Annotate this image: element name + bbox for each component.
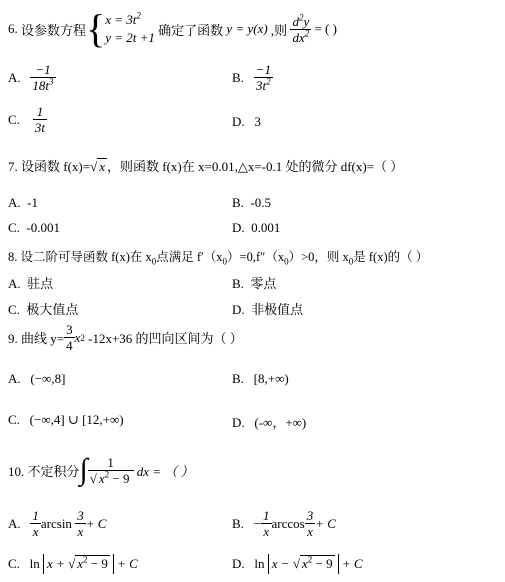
q6-func: y = y(x) <box>226 21 268 36</box>
q6-mid: 确定了函数 <box>158 22 224 38</box>
q10-option-d: D. ln x − √ $x^2 - 9$ + C <box>232 554 363 574</box>
q10-option-b: B. − $\frac{1}{x}$ arccos $\frac{3}{x}$ + C <box>232 508 336 539</box>
q9-option-b: B. [8,+∞) <box>232 371 289 386</box>
q6-option-b: B. $\frac{-1}{3t^2}$ <box>232 62 271 93</box>
q6-option-c: C. $\frac{1}{3t}$ <box>8 104 46 135</box>
q9-stem: 9. 曲线 y= $\frac{3}{4}$ x 2 -12x+36 的凹向区间为（ ） <box>8 322 243 353</box>
q7-stem: 7. 设函数 f(x)=√ x ，则函数 f(x)在 x=0.01,△x=-0.1 处的微分 df(x)=（ ） <box>8 159 404 174</box>
q8-stem: 8. 设二阶可导函数 f(x)在 $x_0$点满足 $f'(x_0)=0,f''(x_0)>0$，则 $x_0$是 f(x)的（ ） <box>8 250 429 267</box>
q6-stem: 6. 设参数方程 { $x = 3t^2$ y = 2t +1 确定了函数 y = y(x) ,则 $\frac{d^2y}{dx^2}$ = ( ) <box>8 6 337 51</box>
q6-stem-text: 设参数方程 <box>21 22 87 38</box>
q6-option-a: A. $\frac{-1}{18t^3}$ <box>8 62 54 93</box>
equation-system: $x = 3t^2$ y = 2t +1 <box>105 10 155 45</box>
q7-option-a: A. -1 <box>8 195 38 210</box>
integral-sign: ∫ <box>79 453 88 486</box>
q7-option-d: D. 0.001 <box>232 220 281 235</box>
q8-option-a: A. 驻点 <box>8 276 54 291</box>
q10-stem: 10. 不定积分 ∫ $\frac{1}{√ x^2 - 9}$ dx = （ ） <box>8 453 194 486</box>
q9-option-d: D. (-∞，+∞) <box>232 415 307 430</box>
q7-option-c: C. -0.001 <box>8 220 61 235</box>
q8-option-c: C. 极大值点 <box>8 302 79 317</box>
q10-option-c: C. ln x + √ $x^2 - 9$ + C <box>8 554 138 574</box>
q6-option-d: D. 3 <box>232 114 261 129</box>
q10-option-a: A. $\frac{1}{x}$ arcsin $\frac{3}{x}$ + C <box>8 508 107 539</box>
q7-option-b: B. -0.5 <box>232 195 272 210</box>
brace: { <box>86 6 106 51</box>
q9-option-a: A. (−∞,8] <box>8 371 66 386</box>
q9-option-c: C. (−∞,4] ∪ [12,+∞) <box>8 412 124 427</box>
q8-option-b: B. 零点 <box>232 276 277 291</box>
q8-option-d: D. 非极值点 <box>232 302 304 317</box>
second-derivative: $\frac{d^2y}{dx^2}$ <box>292 12 310 45</box>
q6-number: 6. <box>8 21 18 36</box>
